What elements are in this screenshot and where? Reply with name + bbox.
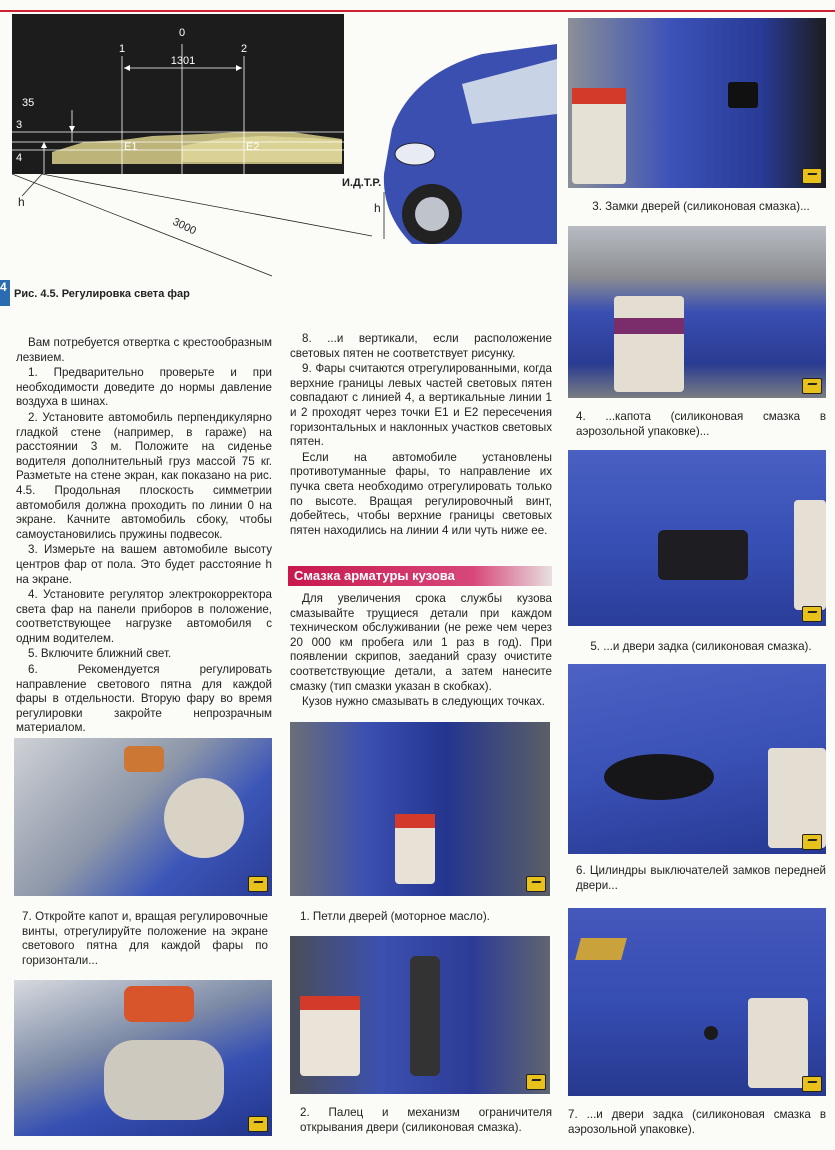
photo-7b-caption: 7. ...и двери задка (силиконовая смазка в аэрозольной упаковке). — [568, 1108, 826, 1136]
label-line-4: 4 — [16, 152, 23, 164]
photo-5-caption: 5. ...и двери задка (силиконовая смазка). — [590, 640, 812, 653]
wrench-icon — [248, 1116, 268, 1132]
paragraph: 5. Включите ближний свет. — [28, 647, 172, 661]
wrench-icon — [526, 1074, 546, 1090]
photo-headlight-screw-vertical — [14, 980, 272, 1136]
paragraph: 2. Установите автомобиль перпендикулярно гладкой стене (например, в гараже) на расстоянии 3 м. Положите на сиденье водителя дополнительный груз массой 75 кг. Разметьте на стене экран, как показано на рис. 4.5. Продольная плоскость симметрии автомобиля должна проходить по линии 0 на экране. Качните автомобиль сбоку, чтобы самоустановились пружины подвесок. — [16, 410, 272, 541]
photo-2-caption: 2. Палец и механизм ограничителя открывания двери (силиконовая смазка). — [300, 1106, 552, 1134]
paragraph: Вам потребуется отвертка с крестообразным лезвием. — [16, 336, 272, 364]
photo-hood-lock — [568, 226, 826, 398]
photo-headlight-screw-horizontal — [14, 738, 272, 896]
photo-tailgate-lock — [568, 450, 826, 626]
paragraph: Если на автомобиле установлены противотуманные фары, то направление их пучка света необходимо отрегулировать только по высоте. Вращая регулировочный винт, добейтесь, чтобы верхние границы световых пятен находились на линии 4 или чуть ниже ее. — [290, 450, 552, 537]
paragraph: 9. Фары считаются отрегулированными, когда верхние границы левых частей световых пятен совпадают с линией 4, а вертикальные линии 1 и 2 проходят через точки E1 и E2 пересечения горизонтальных и наклонных участков световых пятен. — [290, 362, 552, 449]
section-text — [290, 592, 552, 711]
wrench-icon — [526, 876, 546, 892]
label-idtr: И.Д.Т.Р. — [342, 177, 382, 189]
paragraph: Для увеличения срока службы кузова смазывайте трущиеся детали при каждом техническом обслуживании (не реже чем через 20 000 км пробега или 1 раз в год). При появлении скрипов, заеданий сразу очистите соответствующие детали, а затем нанесите смазку (тип смазки указан в скобках). — [290, 592, 552, 693]
label-e2: E2 — [246, 141, 260, 153]
headlight-illustration — [395, 143, 435, 165]
headlight-adjustment-figure — [12, 14, 557, 284]
label-1: 1 — [118, 43, 126, 55]
photo-1-caption: 1. Петли дверей (моторное масло). — [300, 910, 490, 923]
label-h-car: h — [374, 201, 381, 215]
wrench-icon — [802, 606, 822, 622]
figure-caption: Рис. 4.5. Регулировка света фар — [14, 288, 190, 300]
photo-door-locks — [568, 18, 826, 188]
paragraph: Кузов нужно смазывать в следующих точках. — [302, 695, 545, 709]
wrench-icon — [802, 378, 822, 394]
label-35: 35 — [22, 97, 35, 109]
left-column-text — [16, 336, 272, 737]
chevrolet-logo-icon — [575, 938, 627, 960]
wrench-icon — [802, 834, 822, 850]
paragraph: 6. Рекомендуется регулировать направление светового пятна для каждой фары в отдельности. Вторую фару во время регулировки закройте непрозрачным материалом. — [16, 663, 272, 735]
page-tab: 4 — [0, 280, 10, 306]
label-3000: 3000 — [170, 215, 198, 238]
label-1301: 1301 — [170, 55, 196, 67]
section-heading: Смазка арматуры кузова — [288, 566, 552, 586]
photo-tailgate-cylinder — [568, 908, 826, 1096]
label-2: 2 — [240, 43, 248, 55]
paragraph: 4. Установите регулятор электрокорректора света фар на панели приборов в положение, соответствующее нагрузке автомобиля с одним водителем. — [16, 588, 272, 645]
photo-3-caption: 3. Замки дверей (силиконовая смазка)... — [592, 200, 810, 213]
photo-door-hinges — [290, 722, 550, 896]
top-rule — [0, 10, 835, 12]
label-h-left: h — [18, 195, 25, 209]
label-line-3: 3 — [16, 119, 23, 131]
wrench-icon — [802, 1076, 822, 1092]
paragraph: 8. ...и вертикали, если расположение световых пятен не соответствует рисунку. — [290, 332, 552, 360]
paragraph: 3. Измерьте на вашем автомобиле высоту центров фар от пола. Это будет расстояние h на экране. — [16, 543, 272, 586]
label-0: 0 — [178, 27, 186, 39]
middle-column-text — [290, 332, 552, 539]
photo-door-check — [290, 936, 550, 1094]
photo-7-caption: 7. Откройте капот и, вращая регулировочные винты, отрегулируйте положение на экране светового пятна для каждой фары по горизонтали... — [22, 910, 268, 967]
photo-front-door-cylinder — [568, 664, 826, 854]
photo-4-caption: 4. ...капота (силиконовая смазка в аэрозольной упаковке)... — [576, 410, 826, 438]
wrench-icon — [802, 168, 822, 184]
photo-6-caption: 6. Цилиндры выключателей замков передней двери... — [576, 864, 826, 892]
paragraph: 1. Предварительно проверьте и при необходимости доведите до нормы давление воздуха в шинах. — [16, 366, 272, 409]
label-e1: E1 — [124, 141, 138, 153]
wrench-icon — [248, 876, 268, 892]
